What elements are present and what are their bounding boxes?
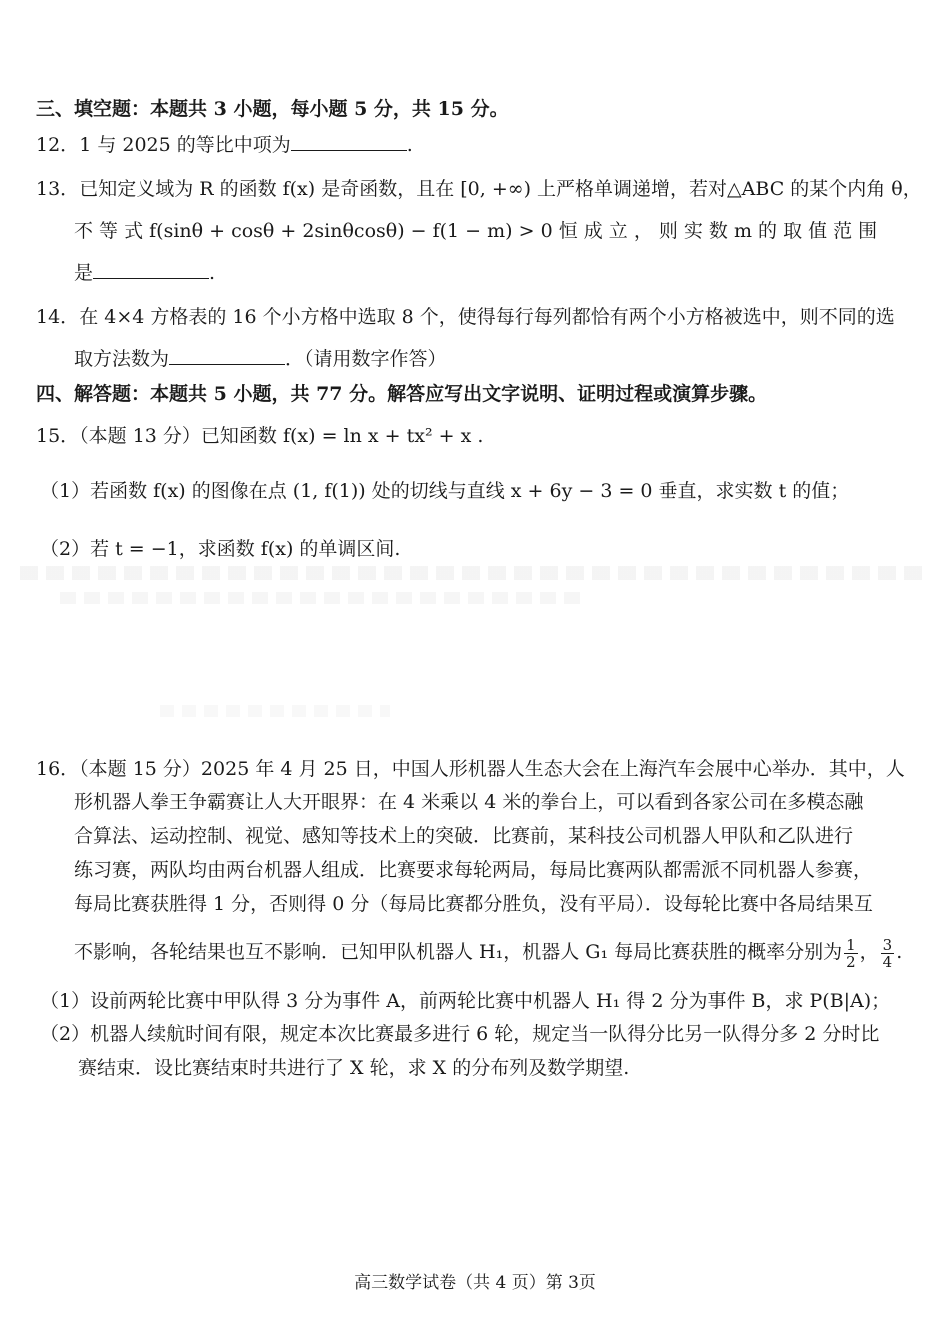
page-footer: 高三数学试卷（共 4 页）第 3页 xyxy=(354,1273,596,1293)
q12-answer-blank[interactable] xyxy=(291,132,407,151)
q14-line2-tail: ．（请用数字作答） xyxy=(285,348,447,370)
q13-number: 13． xyxy=(36,178,80,200)
question-13 xyxy=(36,176,922,202)
q16-line5: 每局比赛获胜得 1 分，否则得 0 分（每局比赛都分胜负，没有平局）．设每轮比赛中各局结果互 xyxy=(74,893,873,915)
bleed-through-line xyxy=(60,592,580,604)
q13-line3-prefix: 是 xyxy=(74,262,94,284)
q15-part2: （2）若 t = −1，求函数 f(x) 的单调区间. xyxy=(40,538,401,560)
q16-part2-line2: 赛结束．设比赛结束时共进行了 X 轮，求 X 的分布列及数学期望. xyxy=(78,1057,630,1079)
q13-line3 xyxy=(74,260,215,286)
q16-part2-line1: （2）机器人续航时间有限，规定本次比赛最多进行 6 轮，规定当一队得分比另一队得分多 2 分时比 xyxy=(40,1023,880,1045)
q12-tail: . xyxy=(406,134,413,156)
question-12 xyxy=(36,132,413,158)
q14-number: 14． xyxy=(36,306,80,328)
q16-line6-text: 不影响，各轮结果也互不影响．已知甲队机器人 H₁，机器人 G₁ 每局比赛获胜的概率分别为 xyxy=(74,941,843,963)
q12-text: 1 与 2025 的等比中项为 xyxy=(79,134,291,156)
q14-line2-prefix: 取方法数为 xyxy=(74,348,170,370)
section3-heading: 三、填空题：本题共 3 小题，每小题 5 分，共 15 分。 xyxy=(36,98,509,120)
q16-line6 xyxy=(74,932,902,972)
q14-line2 xyxy=(74,346,447,372)
q14-line1: 在 4×4 方格表的 16 个小方格中选取 8 个，使得每行每列都恰有两个小方格被选中，则不同的选 xyxy=(79,306,895,328)
q13-line2: 不 等 式 f(sinθ + cosθ + 2sinθcosθ) − f(1 − m) > 0 恒 成 立 ， 则 实 数 m 的 取 值 范 围 xyxy=(74,220,878,242)
q16-line2: 形机器人拳王争霸赛让人大开眼界：在 4 米乘以 4 米的拳台上，可以看到各家公司在多模态融 xyxy=(74,791,864,813)
bleed-through-line xyxy=(20,566,930,580)
q13-line1: 已知定义域为 R 的函数 f(x) 是奇函数，且在 [0, +∞) 上严格单调递增，若对△ABC 的某个内角 θ， xyxy=(79,178,922,200)
fraction-denominator: 4 xyxy=(882,952,893,971)
q16-line3: 合算法、运动控制、视觉、感知等技术上的突破．比赛前，某科技公司机器人甲队和乙队进行 xyxy=(74,825,854,847)
fraction-denominator: 2 xyxy=(846,952,856,971)
section4-heading: 四、解答题：本题共 5 小题，共 77 分。解答应写出文字说明、证明过程或演算步骤。 xyxy=(36,383,768,405)
question-14 xyxy=(36,304,895,330)
q16-part1: （1）设前两轮比赛中甲队得 3 分为事件 A，前两轮比赛中机器人 H₁ 得 2 分为事件 B，求 P(B|A)； xyxy=(40,990,891,1012)
q13-answer-blank[interactable] xyxy=(93,260,209,279)
fraction-numerator: 3 xyxy=(882,935,893,954)
q14-answer-blank[interactable] xyxy=(169,346,285,365)
q16-line6-end: . xyxy=(896,941,903,963)
q15-intro: 15．（本题 13 分）已知函数 f(x) = ln x + tx² + x . xyxy=(36,425,484,447)
fraction-one-half xyxy=(844,937,858,970)
q15-part1: （1）若函数 f(x) 的图像在点 (1, f(1)) 处的切线与直线 x + 6y − 3 = 0 垂直，求实数 t 的值； xyxy=(40,480,850,502)
bleed-through-line xyxy=(160,705,390,717)
fraction-three-quarters xyxy=(881,937,895,970)
q13-line3-tail: . xyxy=(209,262,216,284)
q16-line4: 练习赛，两队均由两台机器人组成．比赛要求每轮两局，每局比赛两队都需派不同机器人参赛， xyxy=(74,859,873,881)
q12-number: 12． xyxy=(36,134,80,156)
q16-line1: 16．（本题 15 分）2025 年 4 月 25 日，中国人形机器人生态大会在上海汽车会展中心举办．其中，人 xyxy=(36,758,905,780)
fraction-numerator: 1 xyxy=(846,935,856,954)
fraction-separator: ， xyxy=(859,941,879,963)
